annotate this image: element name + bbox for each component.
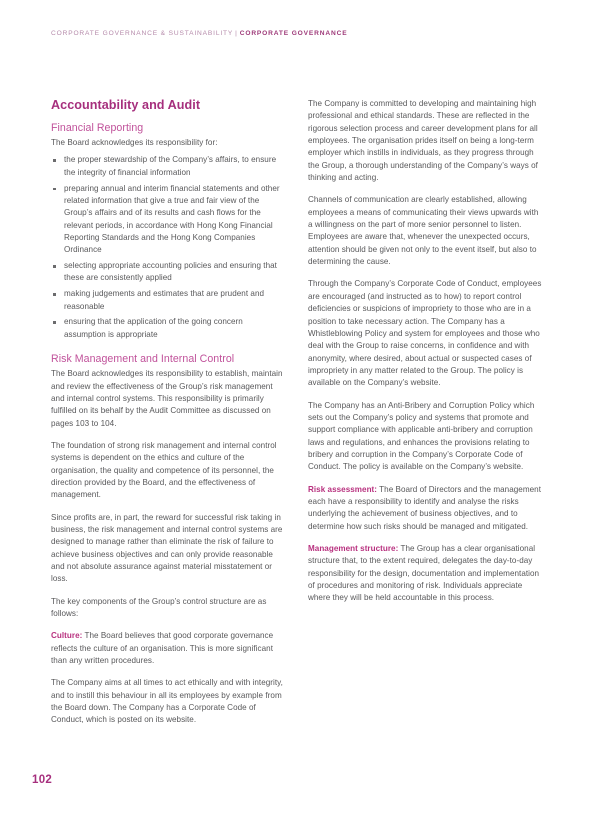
heading-financial-reporting: Financial Reporting [51, 122, 144, 134]
right-column [308, 98, 543, 605]
risk-assessment-paragraph [308, 484, 543, 533]
list-item: selecting appropriate accounting policies and ensuring that these are consistently applied [51, 260, 286, 285]
right-paragraph-2: Channels of communication are clearly established, allowing employees a means of communicating their views upwards with a willingness on the part of more senior personnel to listen. Employees are aware that, whenever the unexpected occurs, attention should be given not only to the event itself, but also to determining the cause. [308, 195, 539, 267]
right-paragraph-3: Through the Company’s Corporate Code of Conduct, employees are encouraged (and instructed as to how) to report control deficiencies or suspicions of impropriety to those who are in a position to take necessary action. The Company has a Whistleblowing Policy and system for employees and those who deal with the Group to raise concerns, in confidence and with anonymity, where desired, about actual or suspected cases of impropriety in any matter related to the Group. The policy is available on the Company’s website. [308, 279, 542, 388]
list-item: ensuring that the application of the going concern assumption is appropriate [51, 316, 286, 341]
risk-assessment-runin-label: Risk assessment: [308, 484, 378, 494]
list-item: the proper stewardship of the Company’s affairs, to ensure the integrity of financial information [51, 154, 286, 179]
running-header-separator: | [235, 30, 238, 37]
right-paragraph-4: The Company has an Anti-Bribery and Corruption Policy which sets out the Company’s policy and systems that promote and support compliance with applicable anti-bribery and corruption laws and regulations, and enhances the provisions relating to bribery and corruption in the Company’s Corporate Code of Conduct. The policy is available on the Company’s website. [308, 400, 535, 472]
risk-management-paragraph-1: The Board acknowledges its responsibility to establish, maintain and review the effectiveness of the Group’s risk management and internal control systems. This responsibility is primarily fulfilled on its behalf by the Audit Committee as discussed on pages 103 to 104. [51, 369, 283, 428]
page-number: 102 [32, 774, 53, 786]
running-header-section: CORPORATE GOVERNANCE & SUSTAINABILITY [51, 30, 234, 37]
two-column-content [51, 98, 543, 727]
management-structure-text: The Group has a clear organisational structure that, to the extent required, delegates the day-to-day responsibility for the design, documentation and implementation of procedures and monitoring of risk. Individuals appreciate where they will be held accountable in this process. [308, 544, 540, 603]
right-paragraph-1: The Company is committed to developing and maintaining high professional and ethical standards. These are reflected in the rigorous selection process and career development plans for all employees. The organisation prides itself on being a long-term employer which instills in individuals, as they progress through the Group, a thorough understanding of the Company’s ways of thinking and acting. [308, 99, 538, 183]
management-structure-paragraph [308, 543, 543, 605]
running-header-subsection: CORPORATE GOVERNANCE [239, 30, 348, 37]
culture-runin-label: Culture: [51, 631, 83, 641]
risk-management-paragraph-4: The key components of the Group’s control structure are as follows: [51, 596, 267, 618]
financial-reporting-bullet-list [51, 154, 286, 341]
financial-reporting-intro: The Board acknowledges its responsibility for: [51, 138, 218, 147]
heading-risk-management-internal-control: Risk Management and Internal Control [51, 353, 235, 366]
list-item: preparing annual and interim financial statements and other related information that give a true and fair view of the Group’s affairs and of its results and cash flows for the relevant periods, in accordance with Hong Kong Financial Reporting Standards and the Hong Kong Companies Ordinance [51, 183, 286, 257]
page-title: Accountability and Audit [51, 98, 201, 112]
risk-management-paragraph-2: The foundation of strong risk management and internal control systems is dependent on the ethics and culture of the organisation, the quality and competence of its personnel, the direction provided by the Board, and the effectiveness of management. [51, 440, 277, 500]
list-item: making judgements and estimates that are prudent and reasonable [51, 288, 286, 313]
culture-text: The Board believes that good corporate governance reflects the culture of an organisation. This is more significant than any written procedures. [51, 631, 274, 666]
left-column [51, 98, 286, 727]
culture-closing-paragraph: The Company aims at all times to act ethically and with integrity, and to instill this behaviour in all its employees by example from the Board down. The Company has a Corporate Code of Conduct, which is posted on its website. [51, 678, 283, 725]
culture-paragraph [51, 630, 286, 667]
management-structure-runin-label: Management structure: [308, 544, 399, 553]
risk-assessment-text: The Board of Directors and the management each have a responsibility to identify and analyse the risks underlying the achievement of business objectives, and to determine how such risks should be managed and mitigated. [308, 484, 541, 531]
risk-management-paragraph-3: Since profits are, in part, the reward for successful risk taking in business, the risk management and internal control systems are designed to manage rather than eliminate the risk of failure to achieve business objectives and can only provide reasonable and not absolute assurance against material misstatement or loss. [51, 512, 283, 584]
running-header [51, 31, 347, 38]
